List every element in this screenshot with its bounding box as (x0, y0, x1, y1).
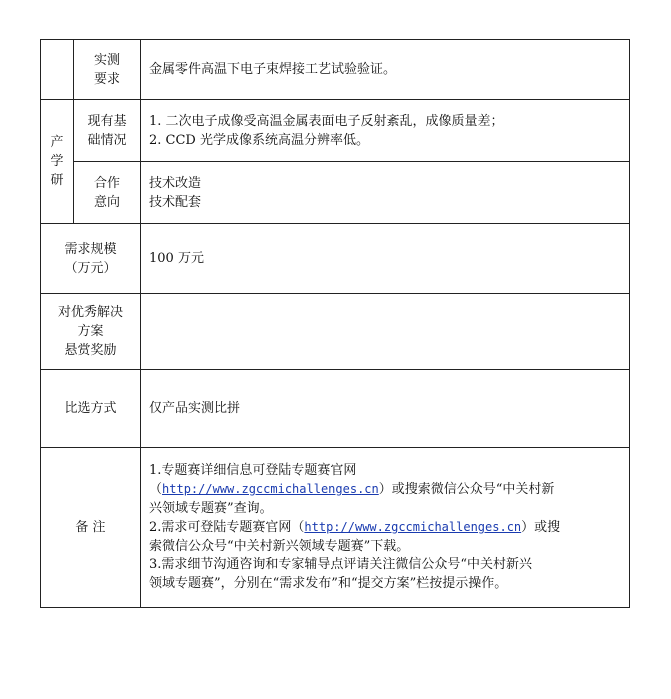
empty-corner-cell (41, 40, 74, 100)
official-site-link-2[interactable]: http://www.zgccmichallenges.cn (304, 520, 522, 535)
row-cooperation-intent (41, 162, 630, 224)
row-test-requirement (41, 40, 630, 100)
selection-method-value: 仅产品实测比拼 (141, 370, 630, 448)
cooperation-intent-value: 技术改造 技术配套 (141, 162, 630, 224)
row-reward (41, 294, 630, 370)
demand-scale-value: 100 万元 (141, 224, 630, 294)
reward-label: 对优秀解决 方案 悬赏奖励 (41, 294, 141, 370)
notes-label: 备 注 (41, 448, 141, 608)
row-existing-basis (41, 100, 630, 162)
official-site-link-1[interactable]: http://www.zgccmichallenges.cn (162, 482, 379, 497)
test-requirement-value: 金属零件高温下电子束焊接工艺试验验证。 (141, 40, 630, 100)
test-requirement-label: 实测 要求 (74, 40, 141, 100)
existing-basis-label: 现有基 础情况 (74, 100, 141, 162)
notes-value: 1.专题赛详细信息可登陆专题赛官网 （http://www.zgccmichallenges.cn）或搜索微信公众号“中关村新 兴领域专题赛”查询。 2.需求可登陆专题赛官网（http://www.zgccmichallenges.cn）或搜 索微信公众号“中关村新兴领域专题赛”下载。 3.需求细节沟通咨询和专家辅导点评请关注微信公众号“中关村新兴 领域专题赛”，分别在“需求发布”和“提交方案”栏按提示操作。 (141, 448, 630, 608)
row-demand-scale (41, 224, 630, 294)
reward-value (141, 294, 630, 370)
iur-group-label: 产 学 研 (41, 100, 74, 224)
existing-basis-value: 1. 二次电子成像受高温金属表面电子反射紊乱，成像质量差； 2. CCD 光学成像系统高温分辨率低。 (141, 100, 630, 162)
selection-method-label: 比选方式 (41, 370, 141, 448)
requirement-form-table (40, 39, 630, 608)
cooperation-intent-label: 合作 意向 (74, 162, 141, 224)
row-selection-method (41, 370, 630, 448)
row-notes (41, 448, 630, 608)
demand-scale-label: 需求规模 （万元） (41, 224, 141, 294)
